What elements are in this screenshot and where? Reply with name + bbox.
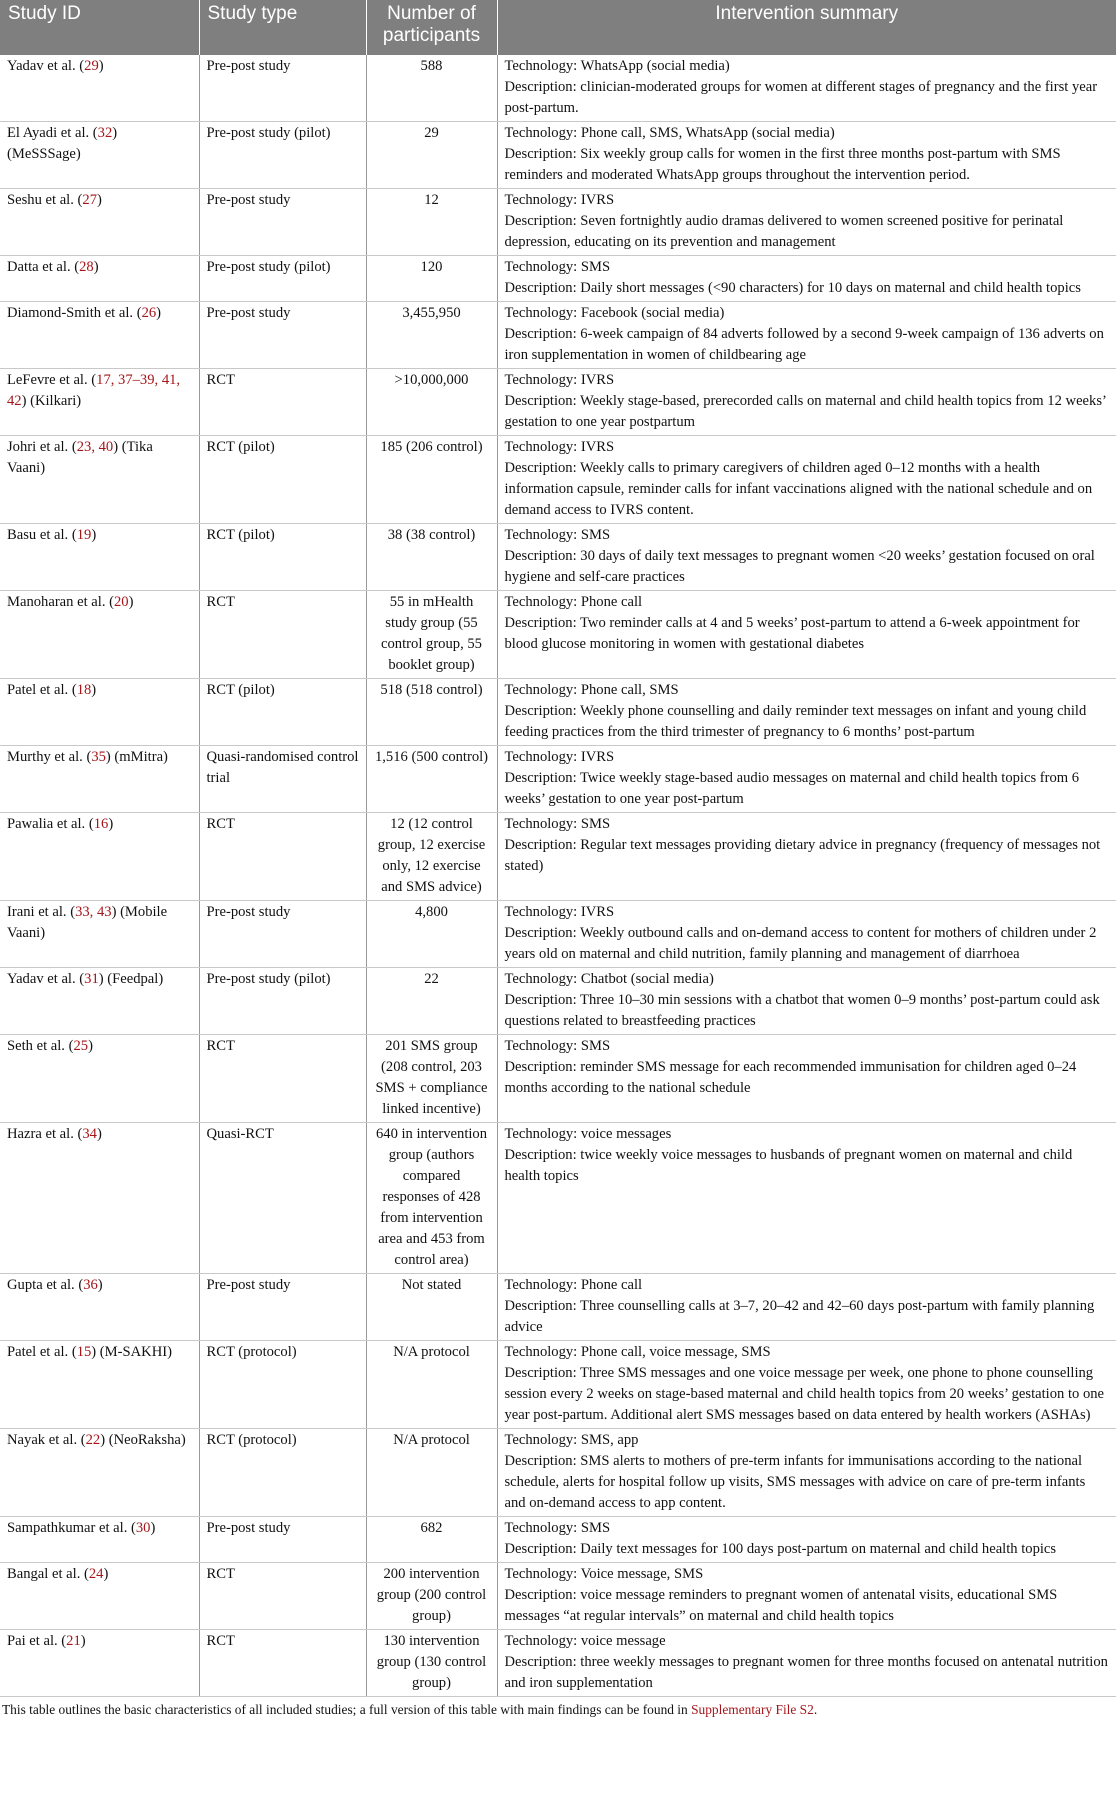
reference-link[interactable]: 26 <box>141 305 157 321</box>
study-id-text: Datta et al. ( <box>7 259 80 275</box>
reference-link[interactable]: 19 <box>76 527 92 543</box>
study-type-cell: Pre-post study <box>199 901 366 968</box>
reference-link[interactable]: 21 <box>66 1633 81 1649</box>
study-id-suffix: ) <box>108 816 114 832</box>
reference-link[interactable]: 15 <box>76 1344 92 1360</box>
study-type-cell: RCT <box>199 1035 366 1123</box>
study-type-cell: RCT (protocol) <box>199 1429 366 1517</box>
description-text: Description: Weekly outbound calls and on-demand access to content for mothers of children under 2 years old on maternal and child nutrition, family planning and management of diarrhoea <box>504 925 1097 962</box>
table-row <box>0 1517 1116 1563</box>
study-id-suffix: ) <box>150 1520 156 1536</box>
study-id-text: Seshu et al. ( <box>7 192 83 208</box>
study-id-text: Seth et al. ( <box>7 1038 74 1054</box>
study-id-text: Murthy et al. ( <box>7 749 92 765</box>
participants-cell: Not stated <box>366 1274 497 1341</box>
study-type-cell: Pre-post study <box>199 1517 366 1563</box>
participants-cell: N/A protocol <box>366 1341 497 1429</box>
study-id-suffix: ) (Tika Vaani) <box>7 439 153 476</box>
supplementary-file-link[interactable]: Supplementary File S2 <box>691 1702 814 1717</box>
study-id-suffix: ) <box>91 527 97 543</box>
study-id-cell <box>0 1563 199 1630</box>
description-text: Description: clinician-moderated groups for women at different stages of pregnancy and the first year post-partum. <box>504 79 1098 116</box>
study-id-suffix: ) <box>98 58 104 74</box>
study-id-text: Basu et al. ( <box>7 527 77 543</box>
study-id-suffix: ) <box>96 1126 102 1142</box>
intervention-summary-cell <box>497 1035 1116 1123</box>
description-text: Description: Weekly stage-based, prerecorded calls on maternal and child health topics from 12 weeks’ gestation to one year postpartum <box>504 393 1106 430</box>
reference-link[interactable]: 22 <box>85 1432 101 1448</box>
table-row <box>0 436 1116 524</box>
description-text: Description: Weekly calls to primary caregivers of children aged 0–12 months with a health information capsule, reminder calls for infant vaccinations aligned with the national schedule and on demand access to IVRS content. <box>504 460 1093 518</box>
intervention-summary-cell <box>497 55 1116 122</box>
reference-link[interactable]: 20 <box>113 594 129 610</box>
study-id-suffix: ) <box>128 594 134 610</box>
reference-link[interactable]: 25 <box>73 1038 89 1054</box>
intervention-summary-cell <box>497 591 1116 679</box>
participants-cell: 4,800 <box>366 901 497 968</box>
table-footnote <box>2 1701 817 1719</box>
reference-link[interactable]: 31 <box>84 971 99 987</box>
table-row <box>0 189 1116 256</box>
study-id-text: Johri et al. ( <box>7 439 77 455</box>
participants-cell: 55 in mHealth study group (55 control group, 55 booklet group) <box>366 591 497 679</box>
study-id-suffix: ) <box>80 1633 86 1649</box>
intervention-summary-cell <box>497 746 1116 813</box>
description-text: Description: reminder SMS message for each recommended immunisation for children aged 0–24 months according to the national schedule <box>504 1059 1077 1096</box>
study-id-text: Yadav et al. ( <box>7 971 85 987</box>
study-id-cell <box>0 189 199 256</box>
technology-text: Technology: Chatbot (social media) <box>504 971 714 987</box>
study-type-cell: RCT (protocol) <box>199 1341 366 1429</box>
table-row <box>0 679 1116 746</box>
intervention-summary-cell <box>497 1274 1116 1341</box>
technology-text: Technology: SMS <box>504 527 611 543</box>
study-id-cell <box>0 122 199 189</box>
intervention-summary-cell <box>497 189 1116 256</box>
study-id-cell <box>0 813 199 901</box>
intervention-summary-cell <box>497 1630 1116 1697</box>
intervention-summary-cell <box>497 302 1116 369</box>
study-id-suffix: ) (Feedpal) <box>98 971 164 987</box>
description-text: Description: 6-week campaign of 84 adverts followed by a second 9-week campaign of 136 adverts on iron supplementation in women of childbearing age <box>504 326 1104 363</box>
study-id-cell <box>0 1123 199 1274</box>
technology-text: Technology: voice message <box>504 1633 666 1649</box>
table-row <box>0 524 1116 591</box>
participants-cell: 22 <box>366 968 497 1035</box>
study-type-cell: RCT <box>199 369 366 436</box>
description-text: Description: voice message reminders to pregnant women of antenatal visits, educational SMS messages “at regular intervals” on maternal and child health topics <box>504 1587 1058 1624</box>
study-id-cell <box>0 55 199 122</box>
technology-text: Technology: SMS <box>504 259 611 275</box>
study-id-suffix: ) <box>88 1038 93 1054</box>
participants-cell: 12 <box>366 189 497 256</box>
study-id-suffix: ) (mMitra) <box>105 749 168 765</box>
footnote-end: . <box>813 1702 818 1717</box>
technology-text: Technology: IVRS <box>504 749 615 765</box>
study-id-text: Patel et al. ( <box>7 1344 77 1360</box>
study-id-text: Pawalia et al. ( <box>7 816 94 832</box>
study-id-suffix: ) <box>96 192 102 208</box>
study-id-cell <box>0 679 199 746</box>
study-id-cell <box>0 746 199 813</box>
table-row <box>0 256 1116 302</box>
intervention-summary-cell <box>497 901 1116 968</box>
intervention-summary-cell <box>497 1517 1116 1563</box>
participants-cell: 38 (38 control) <box>366 524 497 591</box>
intervention-summary-cell <box>497 813 1116 901</box>
description-text: Description: Regular text messages providing dietary advice in pregnancy (frequency of messages not stated) <box>504 837 1101 874</box>
study-type-cell: Quasi-RCT <box>199 1123 366 1274</box>
study-id-cell <box>0 1429 199 1517</box>
study-type-cell: Pre-post study <box>199 55 366 122</box>
study-id-suffix: ) <box>93 259 99 275</box>
study-id-suffix: ) (M-SAKHI) <box>91 1344 172 1360</box>
study-id-suffix: ) <box>97 1277 103 1293</box>
study-id-suffix: ) <box>156 305 162 321</box>
participants-cell: 185 (206 control) <box>366 436 497 524</box>
study-type-cell: RCT <box>199 813 366 901</box>
study-id-cell <box>0 369 199 436</box>
technology-text: Technology: Phone call, SMS <box>504 682 679 698</box>
intervention-summary-cell <box>497 968 1116 1035</box>
study-id-text: Pai et al. ( <box>7 1633 67 1649</box>
study-id-cell <box>0 436 199 524</box>
study-id-text: Gupta et al. ( <box>7 1277 84 1293</box>
study-id-cell <box>0 591 199 679</box>
technology-text: Technology: SMS <box>504 1520 611 1536</box>
study-type-cell: Pre-post study (pilot) <box>199 122 366 189</box>
reference-link[interactable]: 17, 37–39, 41, 42 <box>7 372 181 409</box>
study-id-text: LeFevre et al. ( <box>7 372 97 388</box>
header-participants: Number of participants <box>366 0 497 55</box>
intervention-summary-cell <box>497 122 1116 189</box>
technology-text: Technology: Facebook (social media) <box>504 305 725 321</box>
intervention-summary-cell <box>497 1341 1116 1429</box>
technology-text: Technology: IVRS <box>504 439 615 455</box>
participants-cell: >10,000,000 <box>366 369 497 436</box>
study-id-suffix: ) <box>91 682 97 698</box>
participants-cell: 1,516 (500 control) <box>366 746 497 813</box>
description-text: Description: Twice weekly stage-based audio messages on maternal and child health topics from 6 weeks’ gestation to one year post-partum <box>504 770 1080 807</box>
intervention-summary-cell <box>497 256 1116 302</box>
description-text: Description: Three 10–30 min sessions with a chatbot that women 0–9 months’ post-partum could ask questions related to breastfeeding practices <box>504 992 1100 1029</box>
table-row <box>0 1123 1116 1274</box>
table-row <box>0 813 1116 901</box>
intervention-summary-cell <box>497 436 1116 524</box>
description-text: Description: Six weekly group calls for women in the first three months post-partum with SMS reminders and moderated WhatsApp groups throughout the intervention period. <box>504 146 1061 183</box>
header-intervention-summary: Intervention summary <box>497 0 1116 55</box>
study-id-cell <box>0 1341 199 1429</box>
table-row <box>0 369 1116 436</box>
description-text: Description: three weekly messages to pregnant women for three months focused on antenatal nutrition and iron supplementation <box>504 1654 1108 1691</box>
technology-text: Technology: Voice message, SMS <box>504 1566 704 1582</box>
study-id-text: Hazra et al. ( <box>7 1126 83 1142</box>
technology-text: Technology: IVRS <box>504 372 615 388</box>
study-id-text: Manoharan et al. ( <box>7 594 114 610</box>
study-id-text: Irani et al. ( <box>7 904 76 920</box>
study-id-cell <box>0 256 199 302</box>
table-row <box>0 1035 1116 1123</box>
participants-cell: 518 (518 control) <box>366 679 497 746</box>
study-type-cell: Pre-post study <box>199 1274 366 1341</box>
study-id-suffix: ) <box>103 1566 109 1582</box>
table-row <box>0 1563 1116 1630</box>
study-id-suffix: ) (Mobile Vaani) <box>7 904 168 941</box>
table-row <box>0 1274 1116 1341</box>
participants-cell: 3,455,950 <box>366 302 497 369</box>
study-id-cell <box>0 524 199 591</box>
table-header <box>0 0 1116 55</box>
reference-link[interactable]: 27 <box>82 192 97 208</box>
study-id-cell <box>0 1630 199 1697</box>
table-row <box>0 1429 1116 1517</box>
participants-cell: 588 <box>366 55 497 122</box>
table-row <box>0 968 1116 1035</box>
reference-link[interactable]: 30 <box>135 1520 151 1536</box>
description-text: Description: twice weekly voice messages to husbands of pregnant women on maternal and child health topics <box>504 1147 1073 1184</box>
technology-text: Technology: SMS <box>504 816 611 832</box>
study-id-text: Bangal et al. ( <box>7 1566 89 1582</box>
study-type-cell: Pre-post study (pilot) <box>199 968 366 1035</box>
description-text: Description: Daily text messages for 100 days post-partum on maternal and child health topics <box>504 1541 1057 1557</box>
table-row <box>0 746 1116 813</box>
study-type-cell: RCT (pilot) <box>199 436 366 524</box>
reference-link[interactable]: 18 <box>76 682 92 698</box>
study-type-cell: Pre-post study (pilot) <box>199 256 366 302</box>
footnote-text: This table outlines the basic characteristics of all included studies; a full version of this table with main findings can be found in <box>2 1702 692 1717</box>
study-id-text: Patel et al. ( <box>7 682 77 698</box>
reference-link[interactable]: 32 <box>97 125 113 141</box>
study-type-cell: RCT <box>199 1563 366 1630</box>
study-id-cell <box>0 901 199 968</box>
participants-cell: 130 intervention group (130 control group) <box>366 1630 497 1697</box>
study-id-suffix: ) (NeoRaksha) <box>100 1432 186 1448</box>
study-id-text: Nayak et al. ( <box>7 1432 86 1448</box>
table-body <box>0 55 1116 1697</box>
participants-cell: 12 (12 control group, 12 exercise only, 12 exercise and SMS advice) <box>366 813 497 901</box>
study-id-text: Diamond-Smith et al. ( <box>7 305 142 321</box>
reference-link[interactable]: 35 <box>91 749 106 765</box>
study-type-cell: Pre-post study <box>199 302 366 369</box>
reference-link[interactable]: 29 <box>84 58 99 74</box>
reference-link[interactable]: 33, 43 <box>75 904 112 920</box>
participants-cell: 29 <box>366 122 497 189</box>
participants-cell: N/A protocol <box>366 1429 497 1517</box>
table-row <box>0 55 1116 122</box>
study-id-suffix: ) (Kilkari) <box>21 393 82 409</box>
table-row <box>0 591 1116 679</box>
technology-text: Technology: Phone call, SMS, WhatsApp (social media) <box>504 125 835 141</box>
reference-link[interactable]: 34 <box>82 1126 97 1142</box>
study-id-cell <box>0 1035 199 1123</box>
description-text: Description: 30 days of daily text messages to pregnant women <20 weeks’ gestation focused on oral hygiene and self-care practices <box>504 548 1095 585</box>
study-type-cell: RCT (pilot) <box>199 679 366 746</box>
participants-cell: 201 SMS group (208 control, 203 SMS + compliance linked incentive) <box>366 1035 497 1123</box>
table-row <box>0 1341 1116 1429</box>
table-row <box>0 1630 1116 1697</box>
technology-text: Technology: WhatsApp (social media) <box>504 58 730 74</box>
table-row <box>0 122 1116 189</box>
study-type-cell: RCT (pilot) <box>199 524 366 591</box>
header-study-type: Study type <box>199 0 366 55</box>
study-type-cell: RCT <box>199 1630 366 1697</box>
intervention-summary-cell <box>497 524 1116 591</box>
participants-cell: 640 in intervention group (authors compared responses of 428 from intervention area and 453 from control area) <box>366 1123 497 1274</box>
study-id-cell <box>0 1274 199 1341</box>
description-text: Description: Two reminder calls at 4 and 5 weeks’ post-partum to attend a 6-week appointment for blood glucose monitoring in women with gestational diabetes <box>504 615 1080 652</box>
study-id-text: El Ayadi et al. ( <box>7 125 98 141</box>
study-id-text: Sampathkumar et al. ( <box>7 1520 136 1536</box>
reference-link[interactable]: 16 <box>93 816 109 832</box>
description-text: Description: Three SMS messages and one voice message per week, one phone to phone counselling session every 2 weeks on stage-based maternal and child health topics from 20 weeks’ gestation to one year post-partum. Additional alert SMS messages based on data entered by health workers (ASHAs) <box>504 1365 1105 1423</box>
description-text: Description: SMS alerts to mothers of pre-term infants for immunisations according to the national schedule, alerts for hospital follow up visits, SMS messages with advice on care of pre-term infants and on-demand access to app content. <box>504 1453 1086 1511</box>
intervention-summary-cell <box>497 1563 1116 1630</box>
intervention-summary-cell <box>497 1123 1116 1274</box>
description-text: Description: Seven fortnightly audio dramas delivered to women screened positive for perinatal depression, educating on its prevention and management <box>504 213 1064 250</box>
participants-cell: 682 <box>366 1517 497 1563</box>
intervention-summary-cell <box>497 369 1116 436</box>
description-text: Description: Weekly phone counselling and daily reminder text messages on infant and young child feeding practices from the third trimester of pregnancy to 6 months’ post-partum <box>504 703 1087 740</box>
reference-link[interactable]: 23, 40 <box>76 439 114 455</box>
header-study-id: Study ID <box>0 0 199 55</box>
header-row <box>0 0 1116 55</box>
study-type-cell: Pre-post study <box>199 189 366 256</box>
reference-link[interactable]: 36 <box>83 1277 98 1293</box>
study-id-text: Yadav et al. ( <box>7 58 85 74</box>
reference-link[interactable]: 28 <box>79 259 94 275</box>
study-id-cell <box>0 302 199 369</box>
technology-text: Technology: Phone call, voice message, SMS <box>504 1344 771 1360</box>
reference-link[interactable]: 24 <box>88 1566 104 1582</box>
technology-text: Technology: SMS <box>504 1038 611 1054</box>
technology-text: Technology: IVRS <box>504 904 615 920</box>
description-text: Description: Three counselling calls at 3–7, 20–42 and 42–60 days post-partum with family planning advice <box>504 1298 1095 1335</box>
participants-cell: 200 intervention group (200 control group) <box>366 1563 497 1630</box>
technology-text: Technology: IVRS <box>504 192 615 208</box>
study-id-suffix: ) (MeSSSage) <box>7 125 118 162</box>
study-type-cell: RCT <box>199 591 366 679</box>
technology-text: Technology: Phone call <box>504 1277 643 1293</box>
technology-text: Technology: SMS, app <box>504 1432 639 1448</box>
technology-text: Technology: Phone call <box>504 594 643 610</box>
participants-cell: 120 <box>366 256 497 302</box>
table-row <box>0 901 1116 968</box>
study-id-cell <box>0 968 199 1035</box>
technology-text: Technology: voice messages <box>504 1126 672 1142</box>
study-type-cell: Quasi-randomised control trial <box>199 746 366 813</box>
study-id-cell <box>0 1517 199 1563</box>
table-row <box>0 302 1116 369</box>
intervention-summary-cell <box>497 1429 1116 1517</box>
description-text: Description: Daily short messages (<90 characters) for 10 days on maternal and child health topics <box>504 280 1081 296</box>
intervention-summary-cell <box>497 679 1116 746</box>
